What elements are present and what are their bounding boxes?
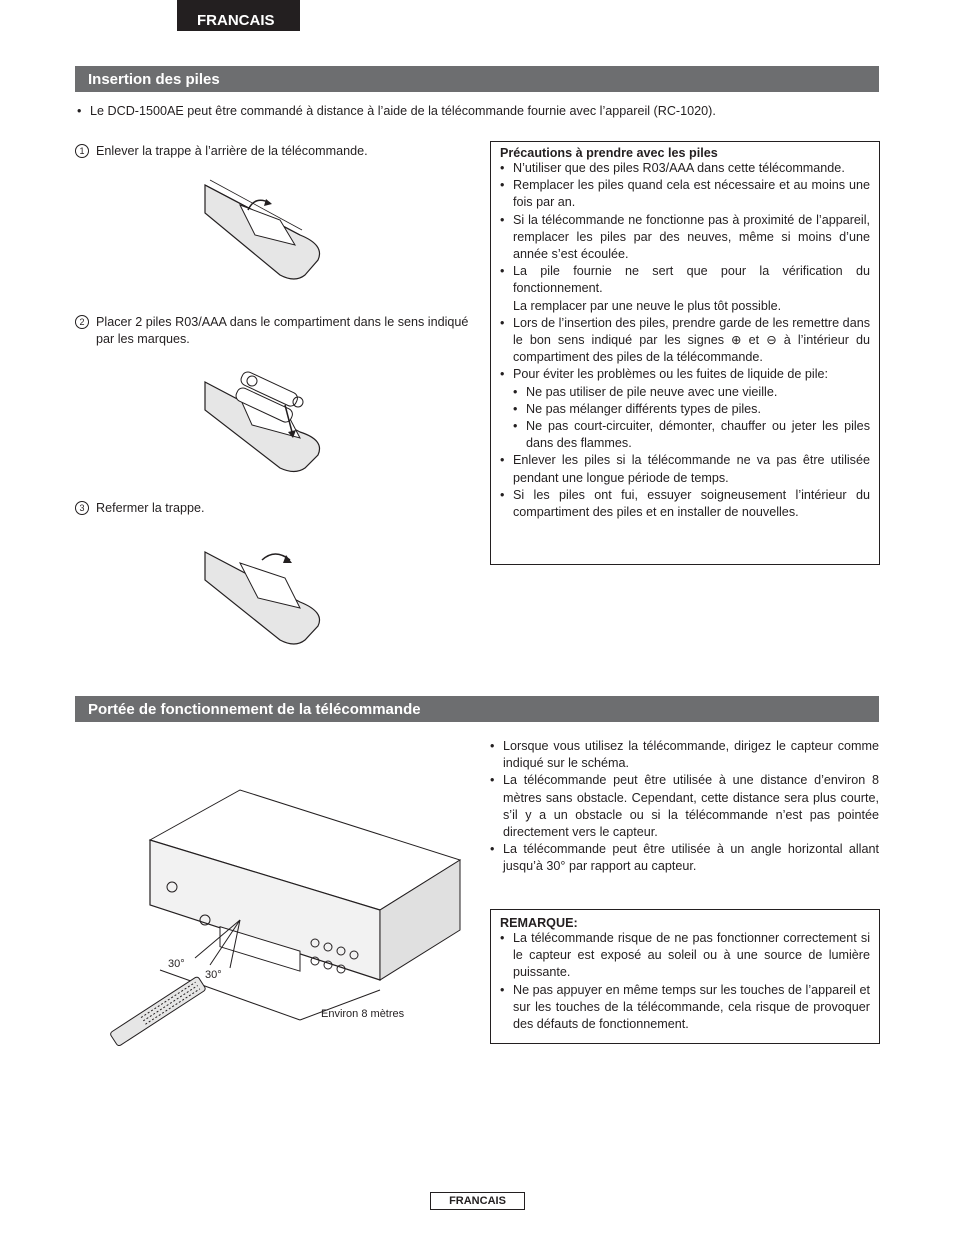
step-3 bbox=[75, 500, 475, 517]
list-item: • La télécommande risque de ne pas fonctionner correctement si le capteur est exposé au soleil ou à une source de lumière puissante. bbox=[500, 931, 870, 980]
range-bullets bbox=[490, 738, 879, 876]
list-item: • La télécommande peut être utilisée à un angle horizontal allant jusqu’à 30° par rapport au capteur. bbox=[490, 842, 879, 874]
remote-insert-batteries-illustration bbox=[200, 360, 335, 470]
step-number: 1 bbox=[75, 144, 89, 158]
list-item: • Si la télécommande ne fonctionne pas à proximité de l’appareil, remplacer les piles par des neuves, même si moins d’une année s’est écoulée. bbox=[500, 212, 870, 262]
list-item: • Pour éviter les problèmes ou les fuites de liquide de pile: bbox=[500, 367, 829, 382]
list-item: • La pile fournie ne sert que pour la vérification du fonctionnement. La remplacer par une neuve le plus tôt possible. bbox=[500, 264, 870, 313]
remote-close-cover-illustration bbox=[200, 538, 335, 648]
angle-label-right: 30° bbox=[205, 969, 222, 981]
step-number: 3 bbox=[75, 501, 89, 515]
list-item: • N’utiliser que des piles R03/AAA dans cette télécommande. bbox=[500, 161, 845, 175]
step-text: Refermer la trappe. bbox=[96, 501, 205, 515]
list-item: • La télécommande peut être utilisée à une distance d’environ 8 mètres sans obstacle. Cependant, cette distance sera plus courte, s’il y a un obstacle ou si la télécommande n’est pas pointée directement vers le capteur. bbox=[490, 773, 879, 840]
precautions-title: Précautions à prendre avec les piles bbox=[500, 146, 718, 160]
list-item-note: La remplacer par une neuve le plus tôt possible. bbox=[513, 298, 782, 313]
sub-list-item: • Ne pas court-circuiter, démonter, chauffer ou jeter les piles dans des flammes. bbox=[513, 419, 870, 451]
remark-title: REMARQUE: bbox=[500, 916, 578, 930]
footer-language-label: FRANCAIS bbox=[430, 1192, 525, 1210]
list-item: • Lorsque vous utilisez la télécommande, dirigez le capteur comme indiqué sur le schéma. bbox=[490, 739, 879, 771]
step-text: Enlever la trappe à l’arrière de la télécommande. bbox=[96, 144, 368, 158]
precautions-box bbox=[490, 141, 880, 565]
precautions-list bbox=[500, 160, 870, 521]
remote-range-diagram bbox=[100, 780, 460, 1050]
section-title-range: Portée de fonctionnement de la télécommande bbox=[75, 696, 879, 722]
step-number: 2 bbox=[75, 315, 89, 329]
step-2 bbox=[75, 314, 475, 348]
list-item: • Lors de l’insertion des piles, prendre garde de les remettre dans le bon sens indiqué par les signes ⊕ et ⊖ à l’intérieur du compartiment des piles de la télécommande. bbox=[500, 315, 870, 365]
list-item: • Si les piles ont fui, essuyer soigneusement l’intérieur du compartiment des piles et en installer de nouvelles. bbox=[500, 487, 870, 520]
sub-list-item: • Ne pas mélanger différents types de piles. bbox=[513, 401, 761, 416]
remark-list bbox=[500, 930, 870, 1033]
list-item: • Remplacer les piles quand cela est nécessaire et au moins une fois par an. bbox=[500, 178, 870, 210]
intro-text: Le DCD-1500AE peut être commandé à distance à l’aide de la télécommande fournie avec l’appareil (RC-1020). bbox=[90, 104, 716, 118]
language-tab: FRANCAIS bbox=[177, 0, 300, 31]
step-text: Placer 2 piles R03/AAA dans le compartiment dans le sens indiqué par les marques. bbox=[96, 315, 469, 346]
step-1 bbox=[75, 143, 475, 160]
angle-label-left: 30° bbox=[168, 958, 185, 970]
remote-open-cover-illustration bbox=[200, 175, 335, 285]
list-item: • Enlever les piles si la télécommande ne va pas être utilisée pendant une longue période de temps. bbox=[500, 453, 870, 485]
section-title-battery: Insertion des piles bbox=[75, 66, 879, 92]
sub-list-item: • Ne pas utiliser de pile neuve avec une vieille. bbox=[513, 384, 778, 399]
distance-label: Environ 8 mètres bbox=[321, 1008, 405, 1020]
list-item: • Ne pas appuyer en même temps sur les touches de l’appareil et sur les touches de la télécommande, cela risque de provoquer des défauts de fonctionnement. bbox=[500, 982, 870, 1032]
remark-box bbox=[490, 909, 880, 1044]
intro-bullet: • Le DCD-1500AE peut être commandé à distance à l’aide de la télécommande fournie avec l’appareil (RC-1020). bbox=[77, 104, 716, 118]
